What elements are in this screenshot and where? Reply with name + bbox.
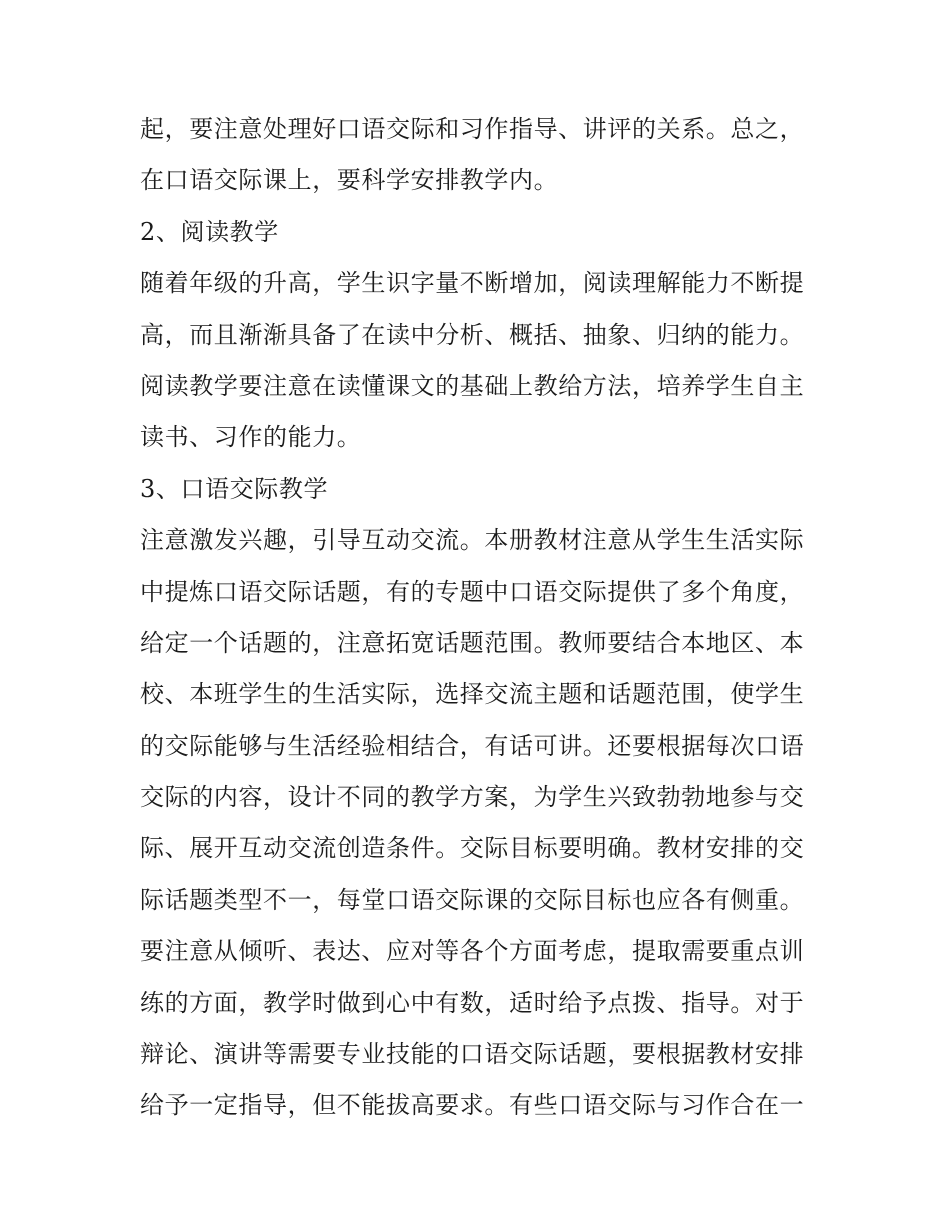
text-line-9: 注意激发兴趣，引导互动交流。本册教材注意从学生生活实际 <box>140 526 805 555</box>
text-line-4: 随着年级的升高，学生识字量不断增加，阅读理解能力不断提 <box>140 269 805 298</box>
text-line-20: 给予一定指导，但不能拔高要求。有些口语交际与习作合在一 <box>140 1091 805 1120</box>
text-line-12: 校、本班学生的生活实际，选择交流主题和话题范围，使学生 <box>140 680 805 709</box>
text-line-5: 高，而且渐渐具备了在读中分析、概括、抽象、归纳的能力。 <box>140 320 805 349</box>
text-line-16: 际话题类型不一，每堂口语交际课的交际目标也应各有侧重。 <box>140 885 805 914</box>
text-line-6: 阅读教学要注意在读懂课文的基础上教给方法，培养学生自主 <box>140 371 805 400</box>
text-line-11: 给定一个话题的，注意拓宽话题范围。教师要结合本地区、本 <box>140 628 805 657</box>
section-heading-reading: 2、阅读教学 <box>140 217 279 246</box>
text-line-19: 辩论、演讲等需要专业技能的口语交际话题，要根据教材安排 <box>140 1040 805 1069</box>
text-line-14: 交际的内容，设计不同的教学方案，为学生兴致勃勃地参与交 <box>140 783 805 812</box>
text-line-13: 的交际能够与生活经验相结合，有话可讲。还要根据每次口语 <box>140 731 805 760</box>
text-line-10: 中提炼口语交际话题，有的专题中口语交际提供了多个角度， <box>140 577 805 606</box>
text-line-1: 起，要注意处理好口语交际和习作指导、讲评的关系。总之， <box>140 115 805 143</box>
text-line-2: 在口语交际课上，要科学安排教学内。 <box>140 166 559 195</box>
text-line-15: 际、展开互动交流创造条件。交际目标要明确。教材安排的交 <box>140 834 805 863</box>
document-body <box>140 104 820 1132</box>
section-heading-oral: 3、口语交际教学 <box>140 474 329 503</box>
text-line-7: 读书、习作的能力。 <box>140 423 362 452</box>
text-line-18: 练的方面，教学时做到心中有数，适时给予点拨、指导。对于 <box>140 988 805 1017</box>
text-line-17: 要注意从倾听、表达、应对等各个方面考虑，提取需要重点训 <box>140 937 805 966</box>
